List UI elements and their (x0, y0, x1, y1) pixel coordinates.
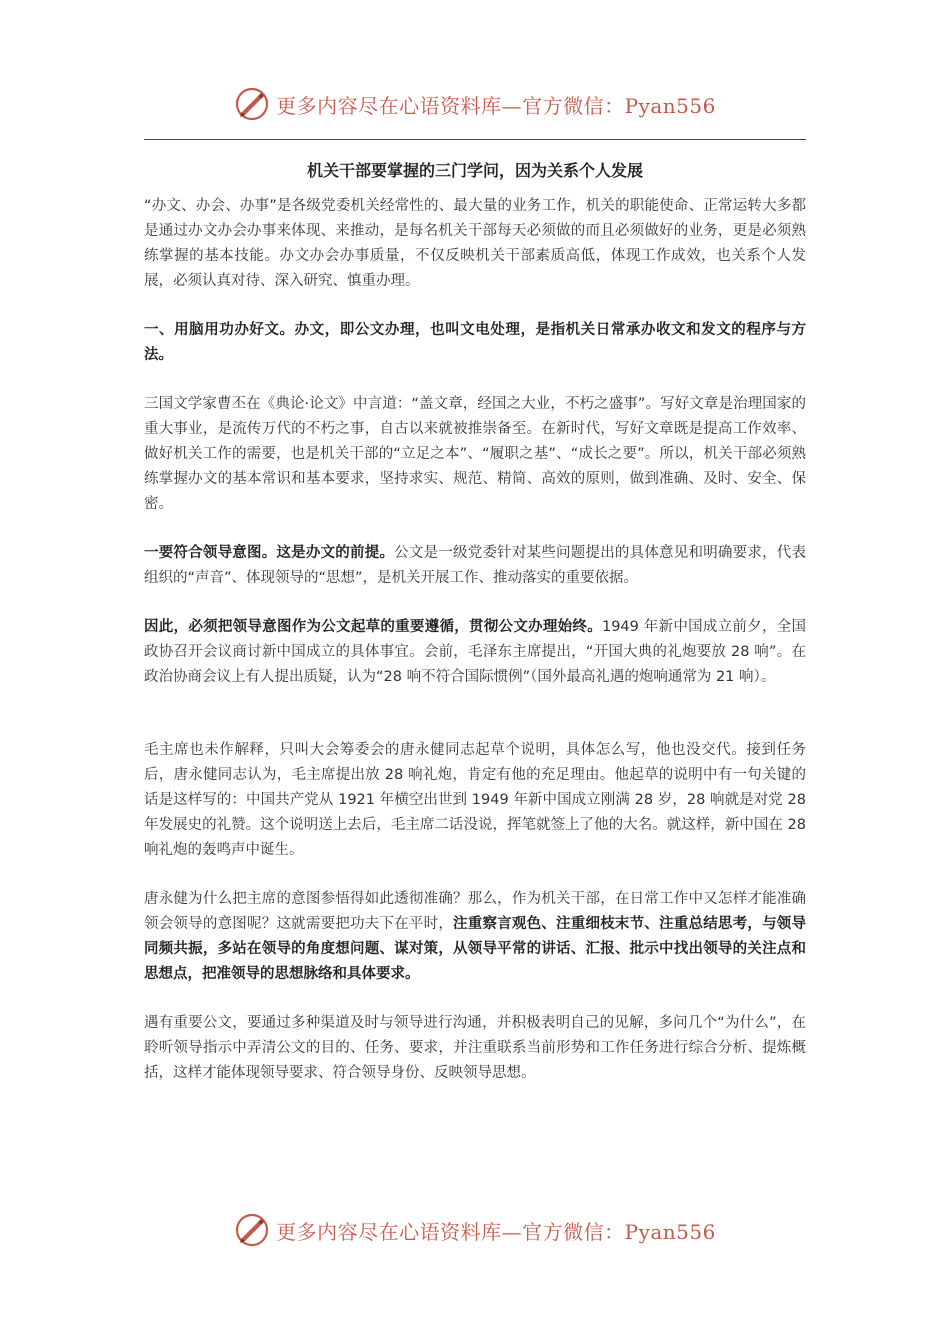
paragraph-understanding-intent-bold: 注重察言观色、注重细枝末节、注重总结思考，与领导同频共振，多站在领导的角度想问题、谋对策，从领导平常的讲话、汇报、批示中找出领导的关注点和思想点，把准领导的思想脉络和具体要求。 (144, 916, 807, 982)
paragraph-caopi: 三国文学家曹丕在《典论·论文》中言道：“盖文章，经国之大业，不朽之盛事”。写好文章是治理国家的重大事业，是流传万代的不朽之事，自古以来就被推崇备至。在新时代，写好文章既是提高工作效率、做好机关工作的需要，也是机关干部的“立足之本”、“履职之基”、“成长之要”。所以，机关干部必须熟练掌握办文的基本常识和基本要求，坚持求实、规范、精简、高效的原则，做到准确、及时、安全、保密。 (144, 396, 806, 512)
article-body (144, 194, 806, 1110)
paragraph-salute-history-lead: 因此，必须把领导意图作为公文起草的重要遵循，贯彻公文办理始终。 (144, 619, 602, 635)
header-divider (144, 139, 806, 140)
paragraph-understanding-intent (144, 887, 806, 987)
paragraph-tang-yongjian: 毛主席也未作解释，只叫大会筹委会的唐永健同志起草个说明，具体怎么写，他也没交代。接到任务后，唐永健同志认为，毛主席提出放 28 响礼炮，肯定有他的充足理由。他起草的说明中有一句关键的话是这样写的：中国共产党从 1921 年横空出世到 1949 年新中国成立刚满 28 岁，28 响就是对党 28 年发展史的礼赞。这个说明送上去后，毛主席二话没说，挥笔就签上了他的大名。就这样，新中国在 28 响礼炮的轰鸣声中诞生。 (144, 742, 806, 858)
paragraph-leader-intent-rest: 公文是一级党委针对某些问题提出的具体意见和明确要求，代表组织的“声音”、体现领导的“思想”，是机关开展工作、推动落实的重要依据。 (144, 545, 806, 586)
header-banner (0, 84, 950, 124)
footer-banner (0, 1210, 950, 1250)
section-heading-writing: 一、用脑用功办好文。办文，即公文办理，也叫文电处理，是指机关日常承办收文和发文的程序与方法。 (144, 322, 806, 363)
paragraph-understanding-intent-rest: 唐永健为什么把主席的意图参悟得如此透彻准确？那么，作为机关干部，在日常工作中又怎样才能准确领会领导的意图呢？这就需要把功夫下在平时， (144, 891, 806, 932)
article-title: 机关干部要掌握的三门学问，因为关系个人发展 (306, 161, 643, 180)
banner-text: 更多内容尽在心语资料库—官方微信：Pyan556 (276, 93, 716, 118)
paragraph-communication: 遇有重要公文，要通过多种渠道及时与领导进行沟通，并积极表明自己的见解，多问几个“为什么”，在聆听领导指示中弄清公文的目的、任务、要求，并注重联系当前形势和工作任务进行综合分析、提炼概括，这样才能体现领导要求、符合领导身份、反映领导思想。 (144, 1015, 806, 1081)
paragraph-leader-intent (144, 541, 806, 591)
banner-text: 更多内容尽在心语资料库—官方微信：Pyan556 (276, 1219, 716, 1244)
paragraph-salute-history (144, 615, 806, 690)
pen-logo-icon (234, 1212, 270, 1248)
paragraph-leader-intent-lead: 一要符合领导意图。这是办文的前提。 (144, 545, 395, 561)
blank-line (144, 714, 806, 738)
paragraph-salute-history-rest: 1949 年新中国成立前夕，全国政协召开会议商讨新中国成立的具体事宜。会前，毛泽东主席提出，“开国大典的礼炮要放 28 响”。在政治协商会议上有人提出质疑，认为“28 响不符合国际惯例”（国外最高礼遇的炮响通常为 21 响）。 (144, 619, 807, 685)
pen-logo-icon (234, 86, 270, 122)
paragraph-intro: “办文、办会、办事”是各级党委机关经常性的、最大量的业务工作，机关的职能使命、正常运转大多都是通过办文办会办事来体现、来推动，是每名机关干部每天必须做的而且必须做好的业务，更是必须熟练掌握的基本技能。办文办会办事质量，不仅反映机关干部素质高低，体现工作成效，也关系个人发展，必须认真对待、深入研究、慎重办理。 (144, 198, 806, 289)
